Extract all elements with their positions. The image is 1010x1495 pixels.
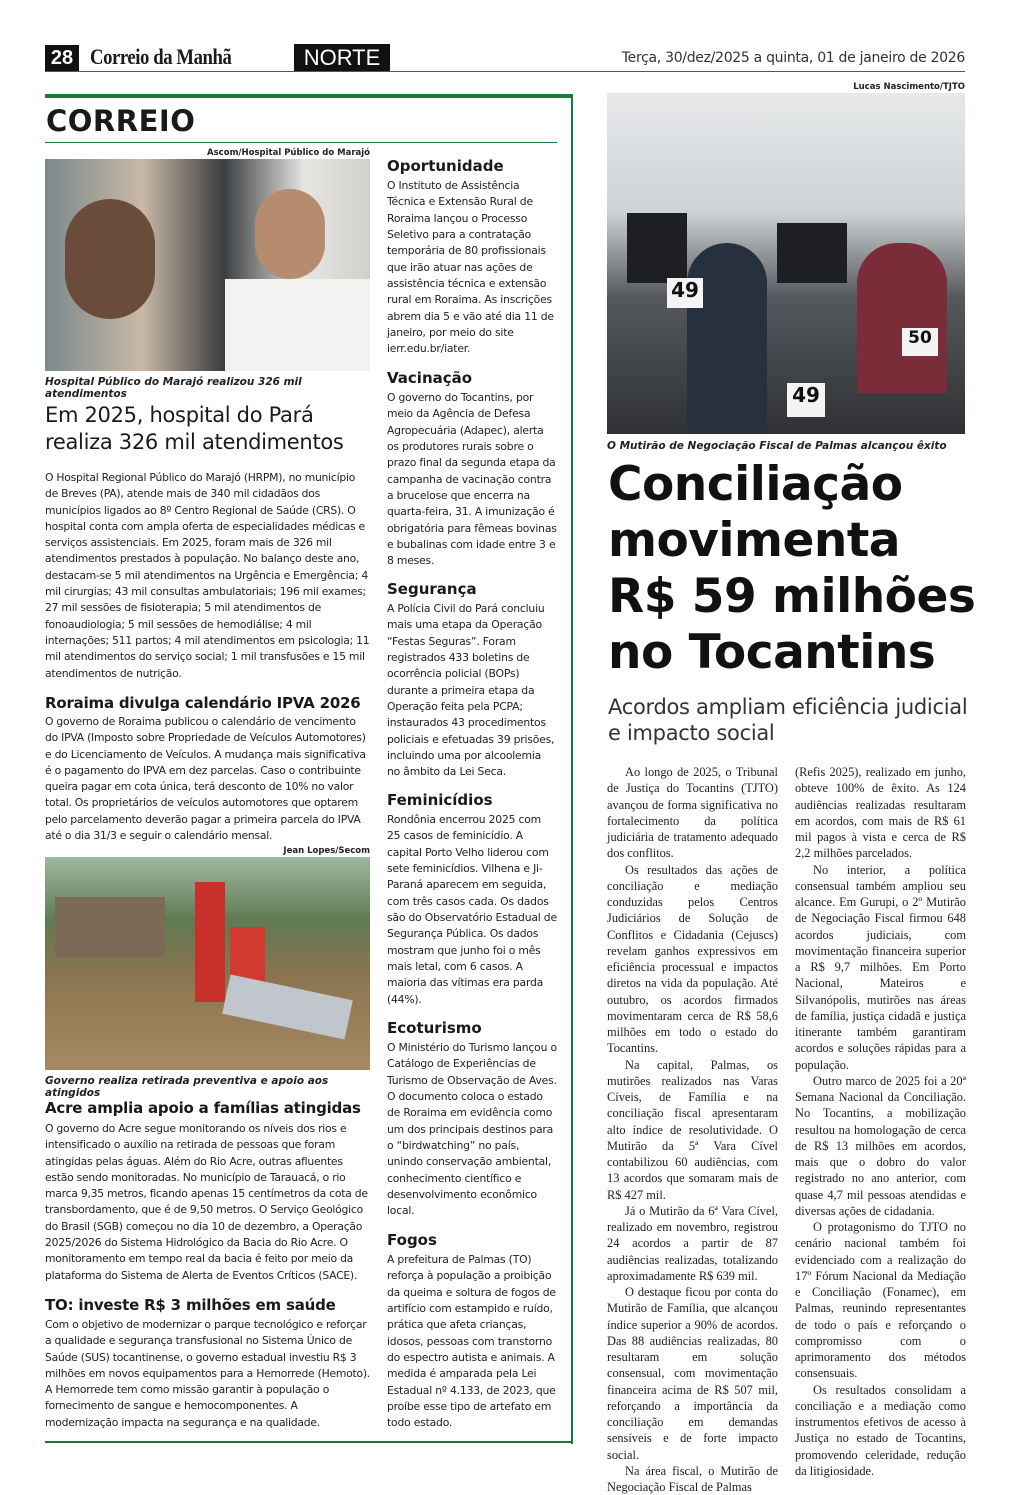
frame-top [45,94,573,98]
photo-caption: O Mutirão de Negociação Fiscal de Palmas alcançou êxito [607,440,947,452]
paragraph: (Refis 2025), realizado em junho, obteve 100% de êxito. As 124 audiências realizadas resultaram em acordos, com mais de R$ 61 mil pagos à vista e cerca de R$ 2,2 milhões parcelados. [795,765,966,861]
story-body: O Hospital Regional Público do Marajó (HRPM), no município de Breves (PA), atende mais de 340 mil cidadãos dos municípios ligados ao 8º Centro Regional de Saúde (CRS). O hospital conta com ampla oferta de especialidades médicas e serviços assistenciais. Em 2025, foram mais de 326 mil atendimentos prestados à população. No balanço deste ano, destacam-se 5 mil atendimentos na Urgência e Emergência; 4 mil cirurgias; 43 mil consultas ambulatoriais; 196 mil exames; 27 mil sessões de fisioterapia; 5 mil atendimentos de fonoaudiologia; 5 mil sessões de hemodiálise; 4 mil internações; 511 partos; 4 mil atendimentos em psicologia; 11 mil atendimentos do serviço social; 1 mil transfusões e 15 mil atendimentos de nutrição. [45,471,370,680]
paragraph: Já o Mutirão da 6ª Vara Cível, realizado em novembro, registrou 24 acordos a partir de 87 audiências realizadas, totalizando aproximadamente R$ 639 mil. [607,1203,778,1283]
paragraph: No interior, a política consensual também ampliou seu alcance. Em Gurupi, o 2º Mutirão de Negociação Fiscal firmou 648 acordos judiciais, com movimentação financeira superior a R$ 9,7 milhões. Em Porto Nacional, Mateiros e Silvanópolis, mutirões nas áreas de família, justiça cidadã e justiça itinerante também garantiram acordos e soluções rápidas para a população. [795,862,966,1072]
story-headline: TO: investe R$ 3 milhões em saúde [45,1296,336,1314]
brief-body: Rondônia encerrou 2025 com 25 casos de feminicídio. A capital Porto Velho liderou com sete feminicídios. Vilhena e Ji-Paraná aparecem em seguida, com três casos cada. Os dados são do Observatório Estadual de Segurança Pública. Os dados mostram que junho foi o mês mais letal, com 6 casos. A maioria das vítimas era parda (44%). [387,813,557,1006]
monitor-figure [777,223,847,283]
paragraph: O protagonismo do TJTO no cenário nacional também foi evidenciado com a realização do 17º Fórum Nacional da Mediação e Conciliação (Fonamec), em Palmas, reunindo representantes de todo o país e reforçando o compromisso com o aprimoramento dos métodos consensuais. [795,1220,966,1381]
brief-body: O Ministério do Turismo lançou o Catálogo de Experiências de Turismo de Observação de Aves. O documento coloca o estado de Roraima em evidência como um dos principais destinos para o “birdwatching” no país, unindo conservação ambiental, conhecimento científico e desenvolvimento econômico local. [387,1041,557,1218]
photo-credit: Ascom/Hospital Público do Marajó [207,148,370,158]
paragraph: Outro marco de 2025 foi a 20ª Semana Nacional da Conciliação. No Tocantins, a mobilização resultou na homologação de cerca de R$ 13 milhões em acordos, mais que o dobro do valor registrado no ano anterior, com quase 4,7 mil pessoas atendidas e diversas ações de cidadania. [795,1073,966,1218]
column-title: CORREIO [46,104,196,138]
main-body-col-2 [795,764,966,1479]
photo-credit: Lucas Nascimento/TJTO [853,82,965,92]
story-headline: Acre amplia apoio a famílias atingidas [45,1099,361,1117]
story-body: Com o objetivo de modernizar o parque tecnológico e reforçar a qualidade e segurança transfusional no Sistema Único de Saúde (SUS) tocantinense, o governo estadual investiu R$ 3 milhões em novos equipamentos para a Hemorrede (Hemoto). A Hemorrede tem como missão garantir à população o fornecimento de sangue e hemocomponentes. A modernização impacta na segurança e na qualidade. [45,1318,370,1429]
desk-number-sign: 49 [667,278,703,308]
paragraph: Ao longo de 2025, o Tribunal de Justiça do Tocantins (TJTO) avançou de forma significativa no fortalecimento da política judiciária de tratamento adequado dos conflitos. [607,765,778,861]
paragraph: O destaque ficou por conta do Mutirão de Família, que alcançou índice superior a 90% de acordos. Das 88 audiências realizadas, 80 resultaram em solução consensual, com movimentação financeira acima de R$ 507 mil, reforçando a importância da conciliação em demandas sensíveis e de forte impacto social. [607,1285,778,1462]
story-body: O governo do Acre segue monitorando os níveis dos rios e intensificado o auxílio na retirada de pessoas que foram atingidas pelas águas. Além do Rio Acre, outras afluentes estão sendo monitoradas. No município de Tarauacá, o rio marca 9,35 metros, ficando apenas 15 centímetros da cota de transbordamento, que é de 9,50 metros. O Serviço Geológico do Brasil (SGB) começou no dia 10 de dezembro, a Operação 2025/2026 do Sistema Hidrológico da Bacia do Rio Acre. O monitoramento em tempo real da bacia é feito por meio da plataforma do Sistema de Alerta de Eventos Críticos (SACE). [45,1122,368,1282]
brief-title: Segurança [387,580,477,598]
flood-photo [45,857,370,1070]
paragraph: Os resultados das ações de conciliação e mediação conduzidas pelos Centros Judiciários de Solução de Conflitos e Cidadania (Cejuscs) revelam ganhos expressivos em eficiência processual e impactos diretos na vida da população. Até outubro, os acordos firmados movimentaram cerca de R$ 58,6 milhões em todo o estado do Tocantins. [607,862,778,1056]
person-figure [857,243,947,393]
story-headline: Em 2025, hospital do Pará realiza 326 mil atendimentos [45,403,344,454]
hospital-photo [45,159,370,371]
brief-title: Ecoturismo [387,1019,482,1037]
desk-number-sign: 50 [902,328,938,356]
boat-figure [222,974,353,1039]
edition-date: Terça, 30/dez/2025 a quinta, 01 de janeiro de 2026 [621,50,965,66]
header-rule [45,71,965,72]
rescuer-figure [195,882,225,1002]
photo-credit: Jean Lopes/Secom [283,846,370,856]
brief-title: Oportunidade [387,157,504,175]
monitor-figure [627,213,687,283]
house-figure [55,897,165,957]
main-headline: Conciliação movimenta R$ 59 milhões no Tocantins [608,457,976,680]
doctor-coat [225,279,370,371]
masthead-logo: Correio da Manhã [90,44,232,69]
brief-title: Fogos [387,1231,437,1249]
photo-caption: Hospital Público do Marajó realizou 326 mil atendimentos [45,376,302,400]
main-subhead: Acordos ampliam eficiência judicial e impacto social [608,695,968,745]
desk-number-sign: 49 [787,383,825,417]
section-label: NORTE [294,44,390,71]
brief-title: Feminicídios [387,791,493,809]
patient-figure [65,199,155,319]
paragraph: Os resultados consolidam a conciliação e a mediação como instrumentos efetivos de acesso à Justiça no estado de Tocantins, promovendo celeridade, redução da litigiosidade. [795,1382,966,1478]
frame-bottom [45,1441,573,1443]
story-body: O governo de Roraima publicou o calendário de vencimento do IPVA (Imposto sobre Propriedade de Veículos Automotores) e do Licenciamento de Veículos. A mudança mais significativa é o pagamento do IPVA em dez parcelas. Caso o contribuinte queira pagar em cota única, terá desconto de 10% no valor total. Os proprietários de veículos automotores que optarem pelo parcelamento deverão pagar a primeira parcela do IPVA até o dia 31/3 e seguir o calendário mensal. [45,715,366,843]
page-number: 28 [45,45,79,71]
paragraph: Na área fiscal, o Mutirão de Negociação Fiscal de Palmas [607,1463,778,1494]
frame-right [571,94,573,1444]
paragraph: Na capital, Palmas, os mutirões realizados nas Varas Cíveis, de Família e na conciliação fiscal apresentaram alto índice de resolutividade. O Mutirão da 5ª Vara Cível contabilizou 60 audiências, com 13 acordos que somaram mais de R$ 427 mil. [607,1057,778,1202]
main-body-col-1 [607,764,778,1495]
column-rule [45,142,557,143]
story-headline: Roraima divulga calendário IPVA 2026 [45,694,361,712]
photo-caption: Governo realiza retirada preventiva e apoio aos atingidos [45,1075,329,1099]
brief-body: A Polícia Civil do Pará concluiu mais uma etapa da Operação “Festas Seguras”. Foram registrados 433 boletins de ocorrência policial (BOPs) durante a primeira etapa da Operação feita pela PCPA; instaurados 43 procedimentos policiais e efetuadas 39 prisões, incluindo uma por alcoolemia no âmbito da Lei Seca. [387,602,555,779]
brief-body: O Instituto de Assistência Técnica e Extensão Rural de Roraima lançou o Processo Seletivo para a contratação temporária de 80 profissionais que irão atuar nas ações de assistência técnica e extensão rural em Roraima. As inscrições abrem dia 5 e vão até dia 11 de janeiro, por meio do site ierr.edu.br/iater. [387,179,554,356]
brief-body: O governo do Tocantins, por meio da Agência de Defesa Agropecuária (Adapec), alerta os produtores rurais sobre o prazo final da segunda etapa da campanha de vacinação contra a brucelose que encerra na quarta-feira, 31. A imunização é obrigatória para fêmeas bovinas e bubalinas com idade entre 3 e 8 meses. [387,391,557,568]
brief-body: A prefeitura de Palmas (TO) reforça à população a proibição da queima e soltura de fogos de artifício com estampido e ruído, prática que afeta crianças, idosos, pessoas com transtorno do espectro autista e animais. A medida é amparada pela Lei Estadual nº 4.133, de 2023, que proíbe esse tipo de artefato em todo estado. [387,1253,556,1430]
doctor-figure [255,189,325,279]
mutirao-photo [607,93,965,434]
brief-title: Vacinação [387,369,473,387]
person-figure [687,243,767,433]
